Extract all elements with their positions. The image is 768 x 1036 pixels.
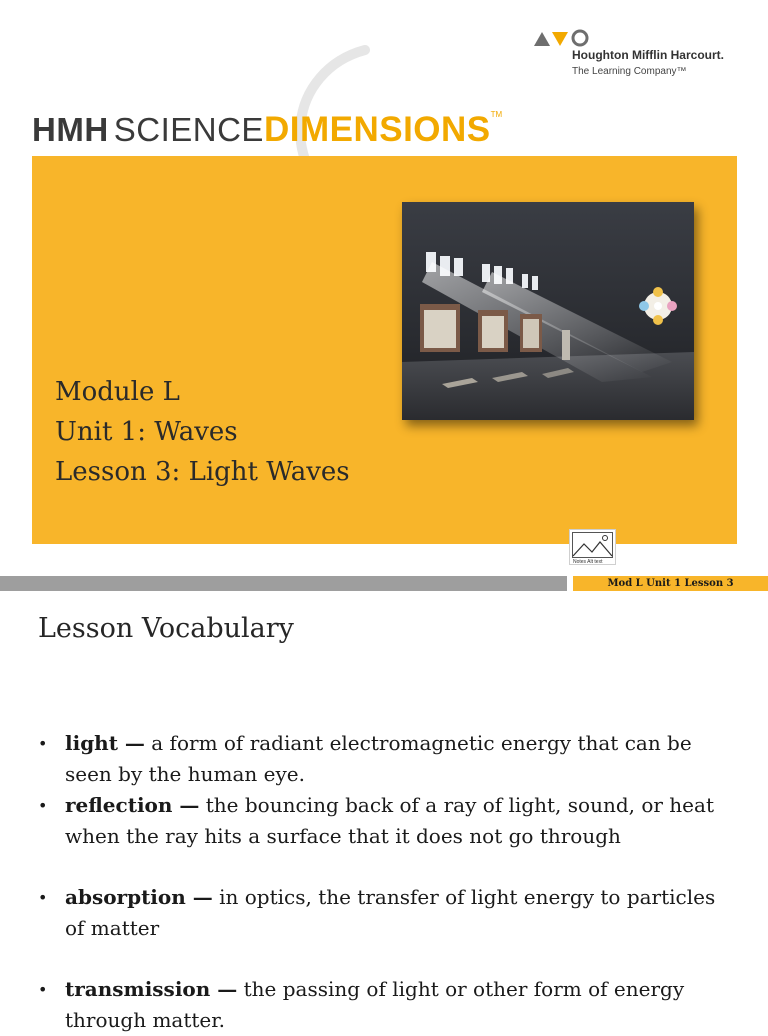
bullet-icon: • (38, 734, 48, 753)
brand-wordmark (32, 110, 502, 150)
list-item (38, 882, 738, 944)
list-item (38, 728, 738, 790)
vocabulary-slide (0, 591, 768, 1032)
vocab-term: transmission — (65, 977, 238, 1001)
module-title: Module L (55, 377, 180, 407)
footer-tab (573, 576, 768, 591)
vocab-term: light — (65, 731, 145, 755)
brand-hmh: HMH (32, 111, 109, 148)
list-item (38, 790, 738, 852)
vocab-definition: the bouncing back of a ray of light, sound, or heat when the ray hits a surface that it does not go through (65, 793, 714, 848)
vocab-definition: the passing of light or other form of energy through matter. (65, 977, 685, 1032)
cover-photo (402, 202, 694, 420)
vocabulary-title: Lesson Vocabulary (38, 613, 294, 644)
landscape-image-icon (572, 532, 613, 558)
bullet-icon: • (38, 980, 48, 999)
lesson-title-line: Lesson 3: Light Waves (55, 457, 350, 487)
brand-trademark: TM (490, 110, 503, 119)
bullet-icon: • (38, 888, 48, 907)
slide-footer (0, 576, 768, 591)
vocab-definition: a form of radiant electromagnetic energy that can be seen by the human eye. (65, 731, 692, 786)
lesson-title (55, 372, 350, 492)
brand-science: SCIENCE (113, 111, 264, 148)
list-item (38, 974, 738, 1036)
vocabulary-list (38, 728, 738, 1036)
bullet-icon: • (38, 796, 48, 815)
vocab-definition: in optics, the transfer of light energy to particles of matter (65, 885, 716, 940)
vocab-term: reflection — (65, 793, 200, 817)
publisher-tagline: The Learning Company™ (572, 66, 687, 77)
publisher-name: Houghton Mifflin Harcourt. (572, 48, 724, 62)
image-placeholder[interactable] (569, 529, 616, 565)
image-placeholder-label: Notes Alt text (573, 559, 603, 565)
footer-bar (0, 576, 567, 591)
unit-title: Unit 1: Waves (55, 417, 238, 447)
footer-label: Mod L Unit 1 Lesson 3 (607, 578, 734, 589)
brand-dimensions: DIMENSIONS (263, 110, 491, 149)
publisher-logo-mark-icon (532, 28, 592, 48)
vocab-term: absorption — (65, 885, 213, 909)
